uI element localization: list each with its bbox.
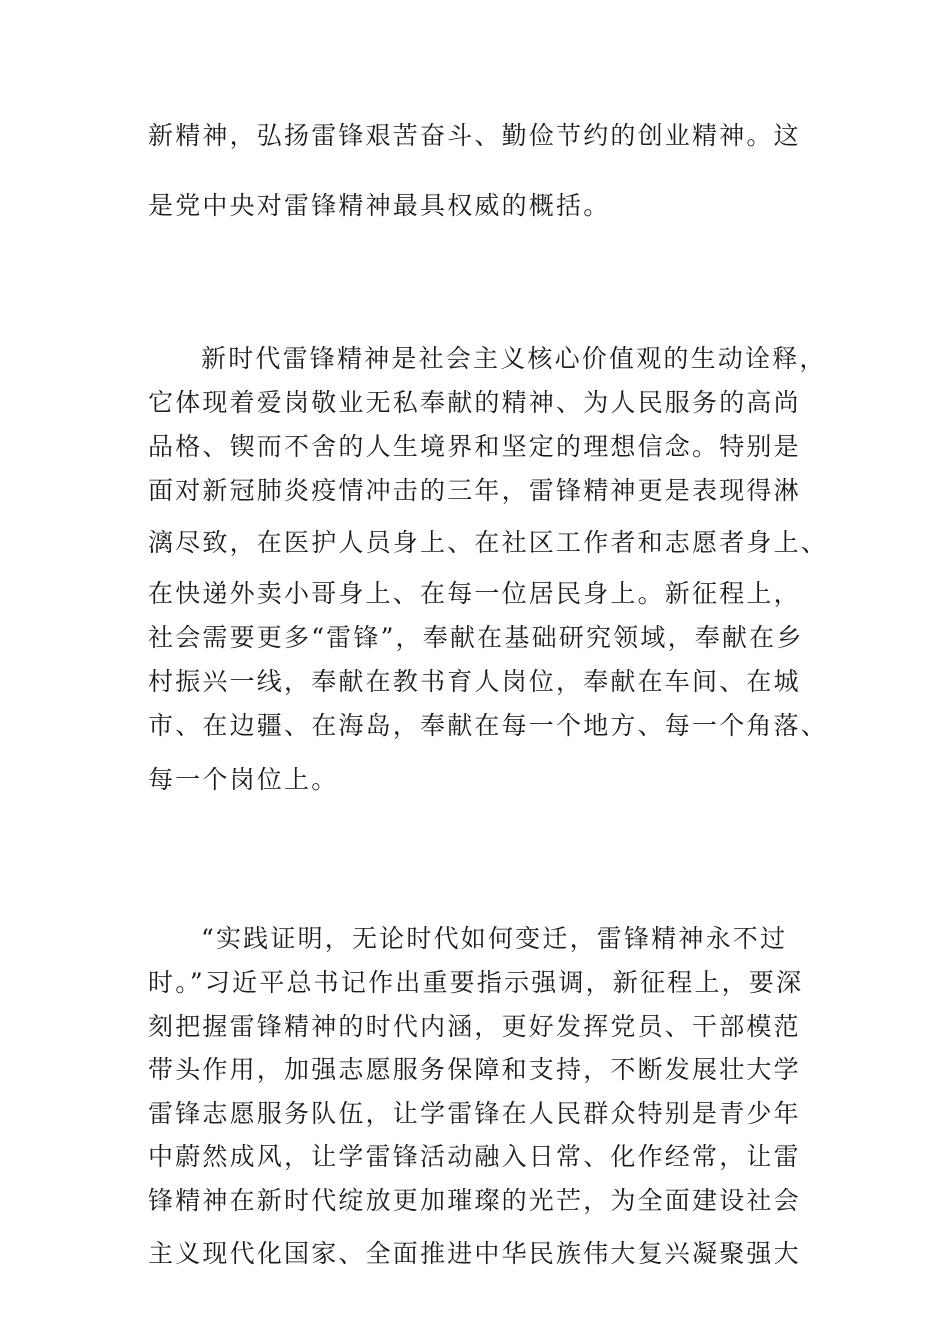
text-line: 每一个岗位上。 <box>148 765 339 794</box>
text-line: 村振兴一线，奉献在教书育人岗位，奉献在车间、在城 <box>148 667 801 696</box>
text-line: 它体现着爱岗敬业无私奉献的精神、为人民服务的高尚 <box>148 388 801 417</box>
text-line: 中蔚然成风，让学雷锋活动融入日常、化作经常，让雷 <box>148 1142 801 1171</box>
text-line: 品格、锲而不舍的人生境界和坚定的理想信念。特别是 <box>148 432 801 461</box>
text-line: 时。”习近平总书记作出重要指示强调，新征程上，要深 <box>148 968 804 997</box>
text-line: 带头作用，加强志愿服务保障和支持，不断发展壮大学 <box>148 1055 801 1084</box>
text-line: “实践证明，无论时代如何变迁，雷锋精神永不过 <box>201 924 788 953</box>
text-line: 刻把握雷锋精神的时代内涵，更好发挥党员、干部模范 <box>148 1012 801 1041</box>
text-line: 面对新冠肺炎疫情冲击的三年，雷锋精神更是表现得淋 <box>148 476 801 505</box>
text-line: 市、在边疆、在海岛，奉献在每一个地方、每一个角落、 <box>148 711 829 740</box>
text-line: 锋精神在新时代绽放更加璀璨的光芒，为全面建设社会 <box>148 1186 801 1215</box>
text-line: 在快递外卖小哥身上、在每一位居民身上。新征程上， <box>148 579 801 608</box>
text-line: 新时代雷锋精神是社会主义核心价值观的生动诠释， <box>201 344 827 373</box>
text-line: 是党中央对雷锋精神最具权威的概括。 <box>148 191 611 220</box>
text-line: 社会需要更多“雷锋”，奉献在基础研究领域，奉献在乡 <box>148 623 804 652</box>
text-line: 雷锋志愿服务队伍，让学雷锋在人民群众特别是青少年 <box>148 1099 801 1128</box>
text-line: 主义现代化国家、全面推进中华民族伟大复兴凝聚强大 <box>148 1239 801 1268</box>
text-line: 新精神，弘扬雷锋艰苦奋斗、勤俭节约的创业精神。这 <box>148 121 801 150</box>
text-line: 漓尽致，在医护人员身上、在社区工作者和志愿者身上、 <box>148 528 829 557</box>
